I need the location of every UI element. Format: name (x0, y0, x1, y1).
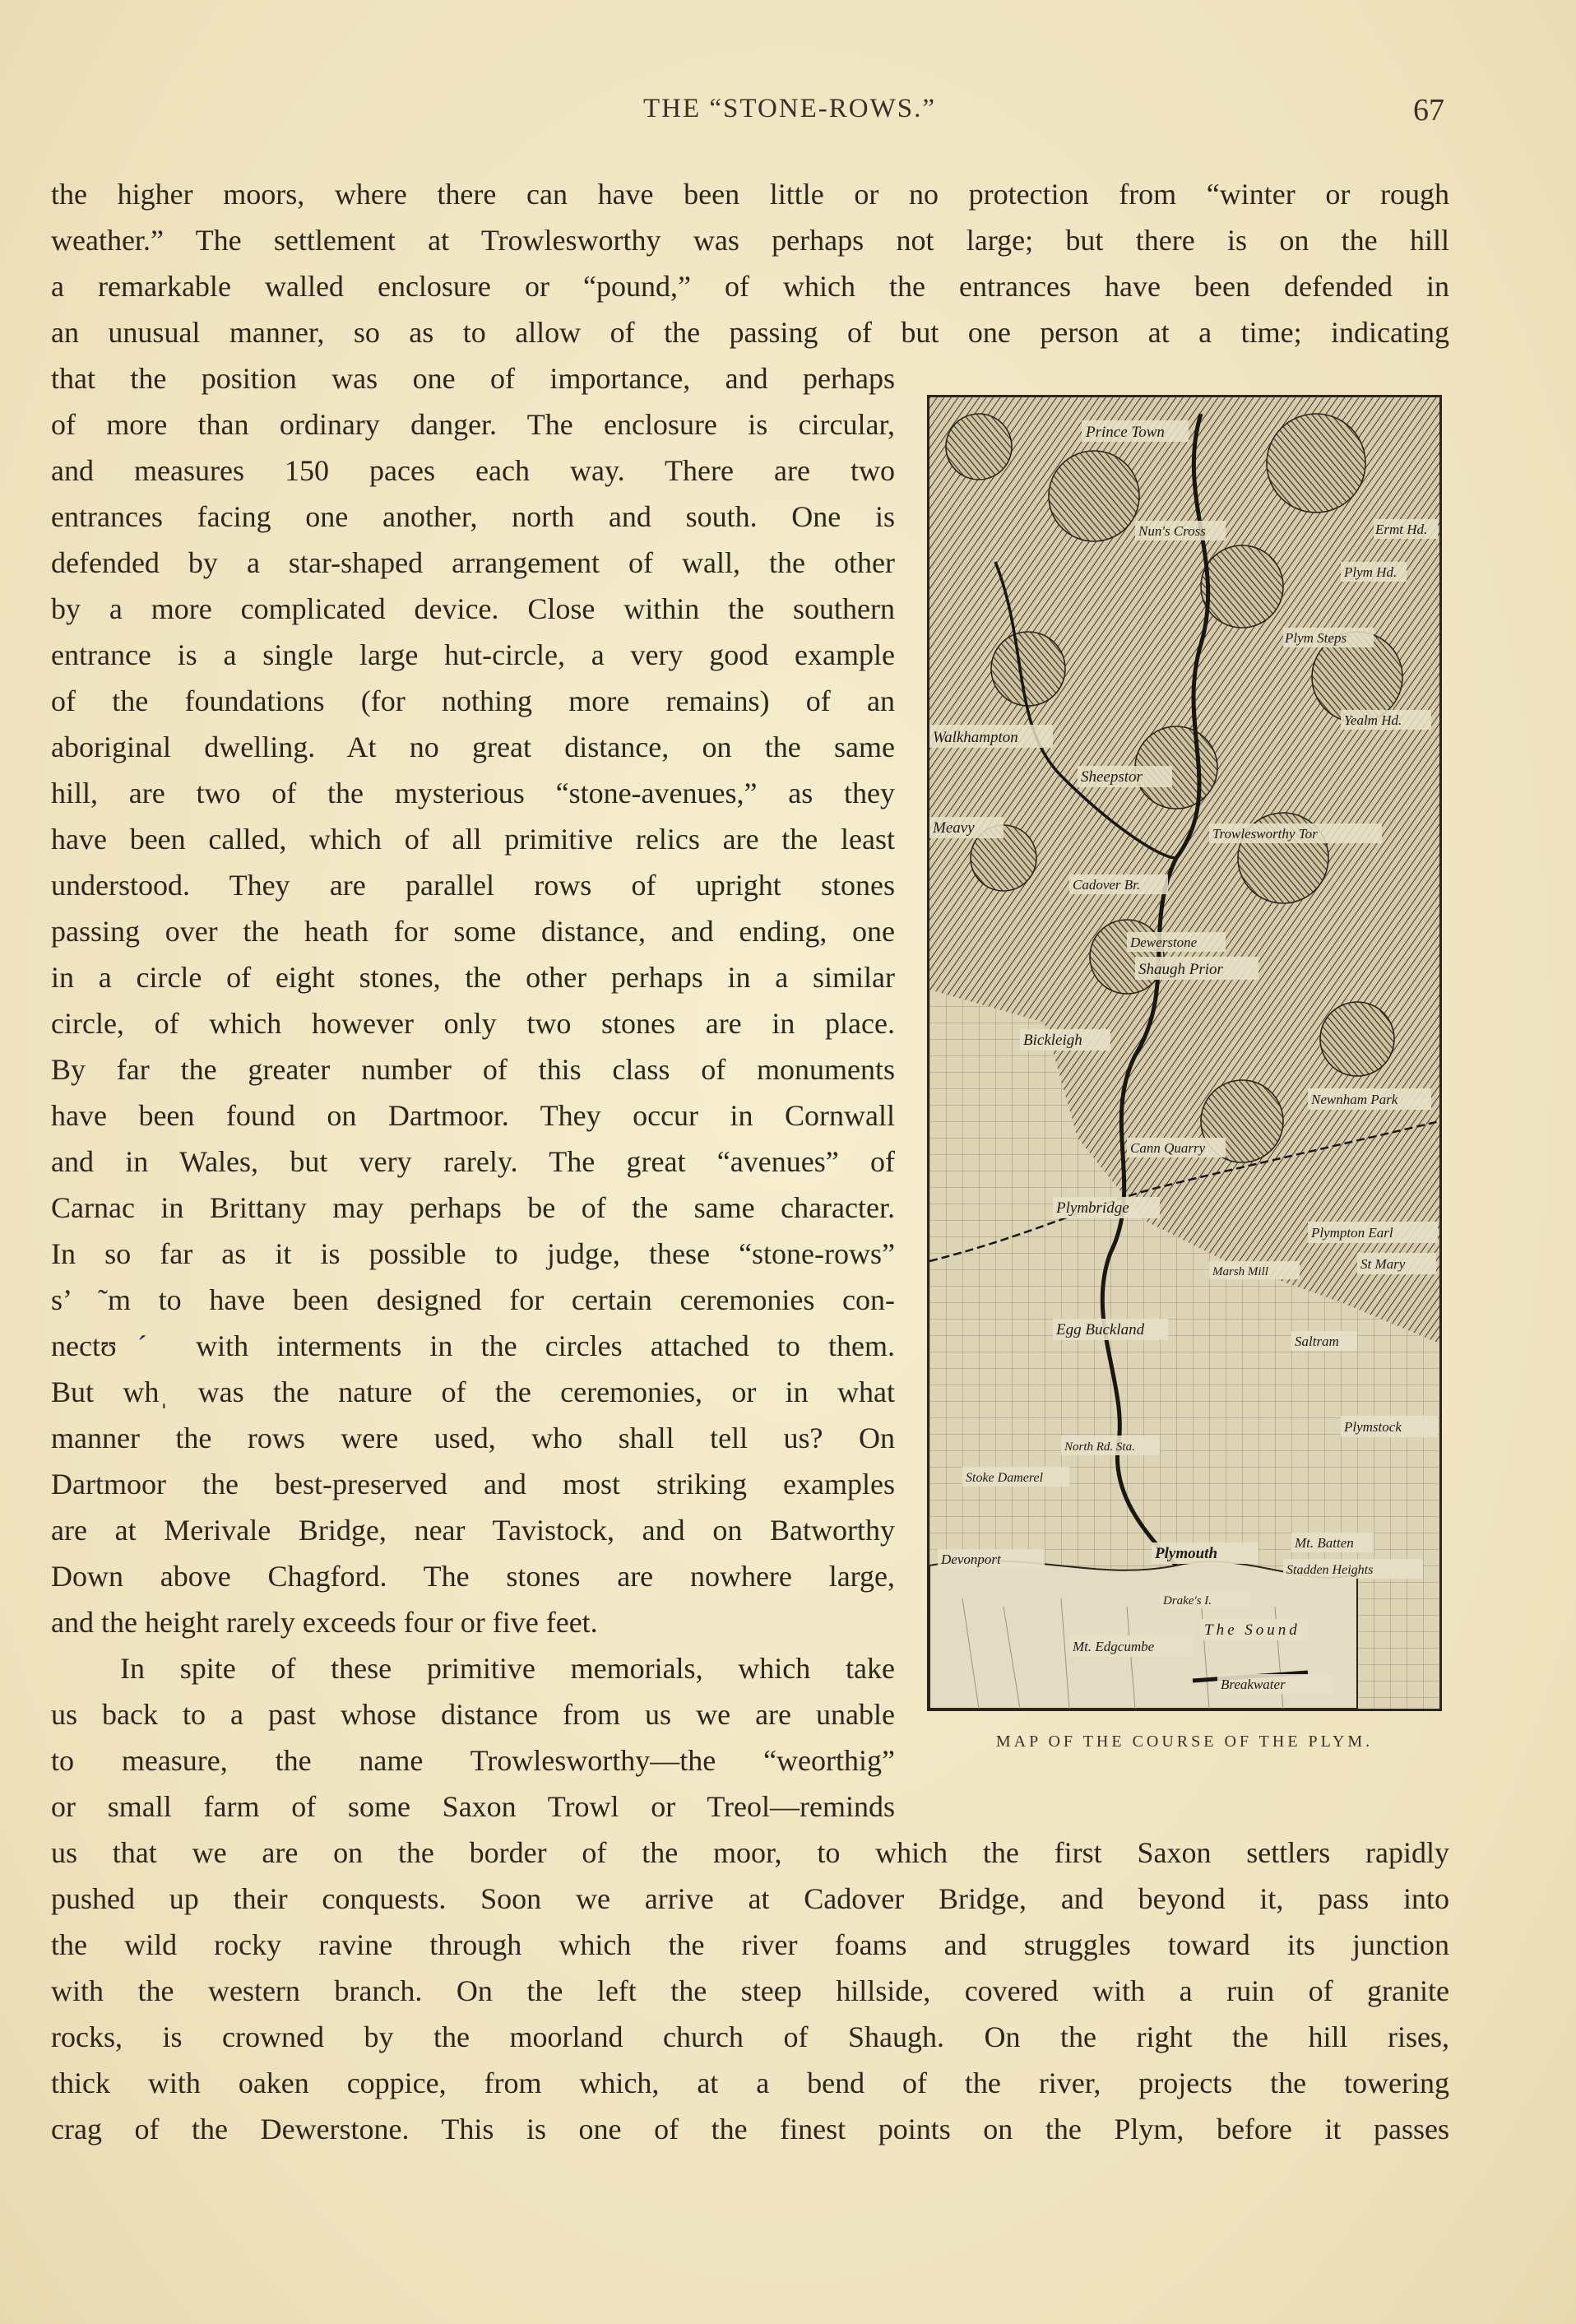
svg-text:Shaugh Prior: Shaugh Prior (1138, 961, 1223, 978)
svg-text:Yealm Hd.: Yealm Hd. (1344, 712, 1402, 728)
svg-text:Nun's Cross: Nun's Cross (1138, 523, 1206, 539)
text-line-3: a remarkable walled enclosure or “pound,” of which the entrances have been defended in (51, 270, 1449, 303)
svg-text:The Sound: The Sound (1204, 1621, 1300, 1639)
svg-text:Ermt Hd.: Ermt Hd. (1375, 522, 1428, 537)
svg-text:Stadden Heights: Stadden Heights (1286, 1563, 1374, 1577)
text-line-32: and the height rarely exceeds four or five feet. (51, 1606, 598, 1639)
svg-text:Plym Steps: Plym Steps (1285, 630, 1347, 646)
text-line-11: entrance is a single large hut-circle, a very good example (51, 638, 895, 671)
text-line-19: circle, of which however only two stones are in place. (51, 1007, 895, 1040)
map-drawing (929, 397, 1439, 1709)
text-line-39: the wild rocky ravine through which the river foams and struggles toward its junction (51, 1928, 1449, 1961)
svg-text:Plymouth: Plymouth (1155, 1545, 1218, 1562)
text-line-7: and measures 150 paces each way. There are two (51, 454, 895, 487)
svg-text:Walkhampton: Walkhampton (933, 729, 1018, 746)
text-line-35: to measure, the name Trowlesworthy—the “weorthig” (51, 1744, 895, 1777)
text-line-38: pushed up their conquests. Soon we arrive at Cadover Bridge, and beyond it, pass into (51, 1882, 1449, 1915)
svg-text:Meavy: Meavy (933, 819, 975, 837)
text-line-13: aboriginal dwelling. At no great distance, on the same (51, 731, 895, 763)
text-line-26: nectʊˊ with interments in the circles attached to them. (51, 1329, 895, 1362)
text-line-22: and in Wales, but very rarely. The great “avenues” of (51, 1145, 895, 1178)
text-line-43: crag of the Dewerstone. This is one of the finest points on the Plym, before it passes (51, 2113, 1449, 2145)
svg-text:Trowlesworthy Tor: Trowlesworthy Tor (1212, 826, 1318, 842)
svg-text:Mt. Batten: Mt. Batten (1295, 1535, 1354, 1551)
svg-text:Stoke Damerel: Stoke Damerel (966, 1471, 1044, 1485)
text-line-40: with the western branch. On the left the steep hillside, covered with a ruin of granite (51, 1974, 1449, 2007)
svg-text:Cadover Br.: Cadover Br. (1073, 877, 1141, 893)
text-line-30: are at Merivale Bridge, near Tavistock, and on Batworthy (51, 1514, 895, 1547)
text-line-5: that the position was one of importance, and perhaps (51, 362, 895, 395)
page-header (0, 89, 1576, 138)
svg-text:North Rd. Sta.: North Rd. Sta. (1064, 1440, 1135, 1454)
svg-text:Drake's I.: Drake's I. (1163, 1594, 1212, 1607)
text-line-42: thick with oaken coppice, from which, at a bend of the river, projects the towering (51, 2067, 1449, 2099)
text-line-27: But whˌ was the nature of the ceremonies, or in what (51, 1375, 895, 1408)
plym-course-map (927, 395, 1442, 1711)
text-line-16: understood. They are parallel rows of upright stones (51, 869, 895, 902)
text-line-14: hill, are two of the mysterious “stone-avenues,” as they (51, 777, 895, 809)
svg-text:Bickleigh: Bickleigh (1023, 1032, 1082, 1049)
text-line-4: an unusual manner, so as to allow of the passing of but one person at a time; indicating (51, 316, 1449, 349)
svg-text:Saltram: Saltram (1295, 1334, 1339, 1349)
text-line-23: Carnac in Brittany may perhaps be of the same character. (51, 1191, 895, 1224)
text-line-15: have been called, which of all primitive relics are the least (51, 823, 895, 856)
svg-text:Prince Town: Prince Town (1086, 424, 1165, 441)
svg-text:Sheepstor: Sheepstor (1081, 768, 1143, 786)
svg-text:Egg Buckland: Egg Buckland (1056, 1321, 1145, 1338)
text-line-24: In so far as it is possible to judge, these “stone-rows” (51, 1237, 895, 1270)
svg-text:Newnham Park: Newnham Park (1311, 1092, 1398, 1107)
text-line-10: by a more complicated device. Close within the southern (51, 592, 895, 625)
text-line-41: rocks, is crowned by the moorland church of Shaugh. On the right the hill rises, (51, 2020, 1449, 2053)
svg-text:Mt. Edgcumbe: Mt. Edgcumbe (1073, 1639, 1155, 1654)
svg-text:Cann Quarry: Cann Quarry (1130, 1140, 1206, 1156)
svg-text:Plymbridge: Plymbridge (1056, 1199, 1129, 1217)
svg-text:Breakwater: Breakwater (1221, 1677, 1286, 1692)
text-line-34: us back to a past whose distance from us we are unable (51, 1698, 895, 1731)
svg-text:Devonport: Devonport (941, 1552, 1001, 1567)
text-line-2: weather.” The settlement at Trowlesworthy was perhaps not large; but there is on the hill (51, 224, 1449, 257)
text-line-37: us that we are on the border of the moor, to which the first Saxon settlers rapidly (51, 1836, 1449, 1869)
text-line-8: entrances facing one another, north and south. One is (51, 500, 895, 533)
text-line-29: Dartmoor the best-preserved and most striking examples (51, 1468, 895, 1501)
svg-text:Plym Hd.: Plym Hd. (1344, 564, 1398, 580)
running-title: THE “STONE-ROWS.” (642, 94, 936, 123)
text-line-36: or small farm of some Saxon Trowl or Treol—reminds (51, 1790, 895, 1823)
text-line-31: Down above Chagford. The stones are nowhere large, (51, 1560, 895, 1593)
text-line-1: the higher moors, where there can have been little or no protection from “winter or rough (51, 178, 1449, 211)
text-line-18: in a circle of eight stones, the other perhaps in a similar (51, 961, 895, 994)
text-line-12: of the foundations (for nothing more remains) of an (51, 684, 895, 717)
map-caption: MAP OF THE COURSE OF THE PLYM. (995, 1733, 1374, 1751)
svg-text:St Mary: St Mary (1360, 1256, 1406, 1272)
text-line-6: of more than ordinary danger. The enclosure is circular, (51, 408, 895, 441)
svg-text:Plympton Earl: Plympton Earl (1311, 1225, 1393, 1241)
text-line-9: defended by a star-shaped arrangement of wall, the other (51, 546, 895, 579)
svg-text:Plymstock: Plymstock (1344, 1419, 1402, 1435)
svg-text:Dewerstone: Dewerstone (1130, 935, 1198, 950)
page-number: 67 (1413, 93, 1444, 128)
text-line-28: manner the rows were used, who shall tell us? On (51, 1422, 895, 1454)
text-line-25: s’ ˜m to have been designed for certain ceremonies con- (51, 1283, 895, 1316)
text-line-33: In spite of these primitive memorials, which take (120, 1652, 895, 1685)
text-line-21: have been found on Dartmoor. They occur in Cornwall (51, 1099, 895, 1132)
text-line-20: By far the greater number of this class of monuments (51, 1053, 895, 1086)
svg-text:Marsh Mill: Marsh Mill (1212, 1265, 1268, 1278)
text-line-17: passing over the heath for some distance, and ending, one (51, 915, 895, 948)
